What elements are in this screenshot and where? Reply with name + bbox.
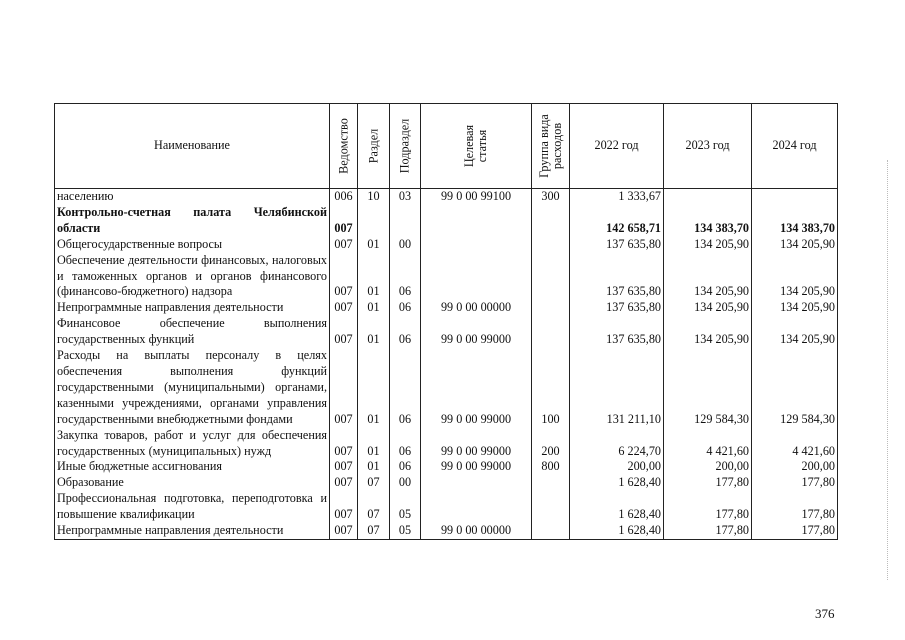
row-razdel: 07 [358,475,390,491]
table-row [55,428,838,460]
row-celevaya-statya: 99 0 00 99000 [421,316,532,348]
header-2024: 2024 год [752,104,838,189]
row-podrazdel [390,205,421,237]
table-row [55,237,838,253]
row-name: Закупка товаров, работ и услуг для обеспечения государственных (муниципальных) нужд [55,428,330,460]
row-vedomstvo: 007 [330,237,358,253]
row-podrazdel: 06 [390,459,421,475]
row-name: Иные бюджетные ассигнования [55,459,330,475]
row-value-2024 [752,189,838,205]
header-celevaya-statya: Целевая статья [421,104,532,189]
table-row [55,253,838,301]
row-name: Профессиональная подготовка, переподготовка и повышение квалификации [55,491,330,523]
table-row [55,189,838,205]
row-vedomstvo: 007 [330,348,358,428]
row-razdel: 01 [358,428,390,460]
row-gruppa-vida-rashodov: 300 [532,189,570,205]
row-podrazdel: 06 [390,316,421,348]
table-header-row [55,104,838,189]
row-razdel: 01 [358,316,390,348]
row-value-2023 [664,189,752,205]
table-body [55,189,838,540]
budget-table [54,103,838,540]
table-row [55,491,838,523]
header-razdel: Раздел [358,104,390,189]
table-row [55,300,838,316]
row-gruppa-vida-rashodov [532,491,570,523]
row-vedomstvo: 006 [330,189,358,205]
row-value-2024: 134 205,90 [752,237,838,253]
row-value-2023: 134 205,90 [664,237,752,253]
row-value-2022: 137 635,80 [570,316,664,348]
row-gruppa-vida-rashodov [532,237,570,253]
row-value-2023: 134 205,90 [664,316,752,348]
row-value-2023: 134 205,90 [664,300,752,316]
row-podrazdel: 05 [390,523,421,539]
row-celevaya-statya: 99 0 00 00000 [421,523,532,539]
row-razdel: 07 [358,523,390,539]
row-name: Расходы на выплаты персоналу в целях обеспечения выполнения функций государственными (муниципальными) органами, казенными учреждениями, органами управления государственными внебюджетными фондами [55,348,330,428]
table-row [55,348,838,428]
table-row [55,205,838,237]
row-celevaya-statya: 99 0 00 00000 [421,300,532,316]
row-value-2024: 177,80 [752,491,838,523]
row-vedomstvo: 007 [330,475,358,491]
scan-edge-mark [887,160,889,580]
row-value-2024: 134 205,90 [752,300,838,316]
row-gruppa-vida-rashodov: 800 [532,459,570,475]
row-gruppa-vida-rashodov [532,300,570,316]
row-vedomstvo: 007 [330,459,358,475]
row-gruppa-vida-rashodov [532,316,570,348]
row-name: Непрограммные направления деятельности [55,523,330,539]
row-gruppa-vida-rashodov [532,523,570,539]
row-podrazdel: 06 [390,348,421,428]
row-name: населению [55,189,330,205]
page-number: 376 [815,606,835,621]
row-value-2023: 134 383,70 [664,205,752,237]
row-vedomstvo: 007 [330,428,358,460]
row-value-2022: 1 333,67 [570,189,664,205]
row-vedomstvo: 007 [330,316,358,348]
row-value-2022: 142 658,71 [570,205,664,237]
header-vedomstvo: Ведомство [330,104,358,189]
row-vedomstvo: 007 [330,523,358,539]
row-vedomstvo: 007 [330,205,358,237]
row-name: Образование [55,475,330,491]
row-celevaya-statya: 99 0 00 99000 [421,348,532,428]
row-value-2024: 4 421,60 [752,428,838,460]
table-row [55,523,838,539]
row-value-2022: 6 224,70 [570,428,664,460]
row-razdel: 01 [358,459,390,475]
row-razdel: 01 [358,253,390,301]
row-value-2024: 177,80 [752,475,838,491]
row-gruppa-vida-rashodov: 200 [532,428,570,460]
row-value-2022: 137 635,80 [570,237,664,253]
table-row [55,316,838,348]
row-value-2023: 177,80 [664,475,752,491]
row-name: Общегосударственные вопросы [55,237,330,253]
row-value-2024: 177,80 [752,523,838,539]
row-value-2024: 134 205,90 [752,253,838,301]
row-name: Обеспечение деятельности финансовых, налоговых и таможенных органов и органов финансового (финансово-бюджетного) надзора [55,253,330,301]
row-value-2024: 129 584,30 [752,348,838,428]
table-row [55,459,838,475]
row-value-2022: 1 628,40 [570,475,664,491]
row-celevaya-statya: 99 0 00 99000 [421,428,532,460]
row-value-2023: 177,80 [664,523,752,539]
header-2022: 2022 год [570,104,664,189]
row-value-2023: 134 205,90 [664,253,752,301]
header-2023: 2023 год [664,104,752,189]
row-value-2022: 137 635,80 [570,253,664,301]
row-podrazdel: 00 [390,237,421,253]
row-celevaya-statya [421,237,532,253]
row-value-2023: 200,00 [664,459,752,475]
row-celevaya-statya: 99 0 00 99000 [421,459,532,475]
row-razdel: 01 [358,348,390,428]
table-row [55,475,838,491]
row-name: Финансовое обеспечение выполнения государственных функций [55,316,330,348]
header-podrazdel: Подраздел [390,104,421,189]
row-razdel: 01 [358,300,390,316]
row-celevaya-statya [421,205,532,237]
row-value-2024: 200,00 [752,459,838,475]
row-vedomstvo: 007 [330,253,358,301]
row-razdel: 01 [358,237,390,253]
row-podrazdel: 00 [390,475,421,491]
row-value-2022: 131 211,10 [570,348,664,428]
row-name: Контрольно-счетная палата Челябинской области [55,205,330,237]
row-vedomstvo: 007 [330,491,358,523]
row-razdel: 07 [358,491,390,523]
row-gruppa-vida-rashodov [532,253,570,301]
row-podrazdel: 06 [390,300,421,316]
row-value-2024: 134 383,70 [752,205,838,237]
row-value-2022: 1 628,40 [570,491,664,523]
row-value-2023: 129 584,30 [664,348,752,428]
row-podrazdel: 06 [390,428,421,460]
row-podrazdel: 06 [390,253,421,301]
row-value-2022: 200,00 [570,459,664,475]
row-value-2024: 134 205,90 [752,316,838,348]
row-celevaya-statya [421,253,532,301]
row-podrazdel: 05 [390,491,421,523]
header-name: Наименование [55,104,330,189]
row-celevaya-statya [421,475,532,491]
row-podrazdel: 03 [390,189,421,205]
row-razdel: 10 [358,189,390,205]
row-gruppa-vida-rashodov [532,475,570,491]
row-celevaya-statya [421,491,532,523]
row-value-2022: 1 628,40 [570,523,664,539]
row-gruppa-vida-rashodov: 100 [532,348,570,428]
row-value-2022: 137 635,80 [570,300,664,316]
row-gruppa-vida-rashodov [532,205,570,237]
row-name: Непрограммные направления деятельности [55,300,330,316]
row-value-2023: 4 421,60 [664,428,752,460]
row-razdel [358,205,390,237]
row-celevaya-statya: 99 0 00 99100 [421,189,532,205]
row-value-2023: 177,80 [664,491,752,523]
header-gruppa-vida-rashodov: Группа вида расходов [532,104,570,189]
row-vedomstvo: 007 [330,300,358,316]
